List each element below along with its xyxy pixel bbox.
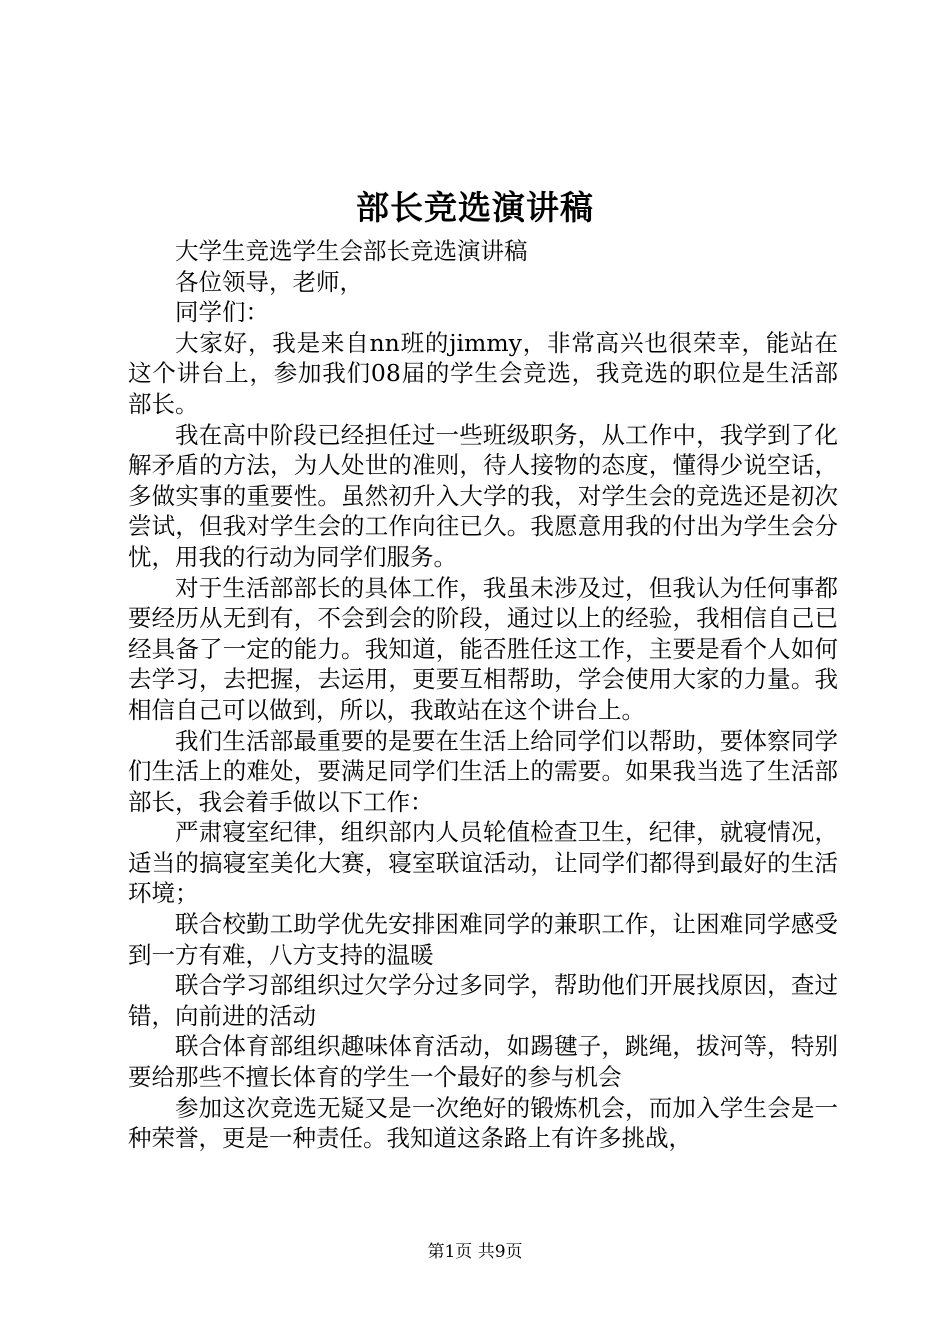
paragraph: 联合体育部组织趣味体育活动，如踢毽子，跳绳，拔河等，特别要给那些不擅长体育的学生一个最好的参与机会 [128,1032,838,1092]
paragraph: 同学们： [175,298,269,327]
paragraph: 联合校勤工助学优先安排困难同学的兼职工作，让困难同学感受到一方有难，八方支持的温暖 [128,910,838,969]
paragraph: 对于生活部部长的具体工作，我虽未涉及过，但我认为任何事都要经历从无到有，不会到会的阶段，通过以上的经验，我相信自己已经具备了一定的能力。我知道，能否胜任这工作，主要是看个人如何去学习，去把握，去运用，更要互相帮助，学会使用大家的力量。我相信自己可以做到，所以，我敢站在这个讲台上。 [128,573,838,724]
paragraph: 参加这次竞选无疑又是一次绝好的锻炼机会，而加入学生会是一种荣誉，更是一种责任。我知道这条路上有许多挑战， [128,1093,838,1153]
paragraph: 严肃寝室纪律，组织部内人员轮值检查卫生，纪律，就寝情况，适当的搞寝室美化大赛，寝室联谊活动，让同学们都得到最好的生活环境； [128,818,838,908]
paragraph: 联合学习部组织过欠学分过多同学，帮助他们开展找原因，查过错，向前进的活动 [128,971,838,1030]
paragraph: 各位领导，老师， [175,267,363,296]
page-footer: 第1页 共9页 [427,1242,523,1262]
paragraph: 大家好，我是来自nn班的jimmy，非常高兴也很荣幸，能站在这个讲台上，参加我们08届的学生会竞选，我竞选的职位是生活部部长。 [128,328,838,418]
paragraph: 我在高中阶段已经担任过一些班级职务，从工作中，我学到了化解矛盾的方法，为人处世的准则，待人接物的态度，懂得少说空话，多做实事的重要性。虽然初升入大学的我，对学生会的竞选还是初次尝试，但我对学生会的工作向往已久。我愿意用我的付出为学生会分忧，用我的行动为同学们服务。 [128,420,838,571]
paragraph: 大学生竞选学生会部长竞选演讲稿 [175,237,528,265]
document-body [128,236,838,1154]
paragraph: 我们生活部最重要的是要在生活上给同学们以帮助，要体察同学们生活上的难处，要满足同学们生活上的需要。如果我当选了生活部部长，我会着手做以下工作： [128,726,838,816]
page-title: 部长竞选演讲稿 [356,188,594,227]
